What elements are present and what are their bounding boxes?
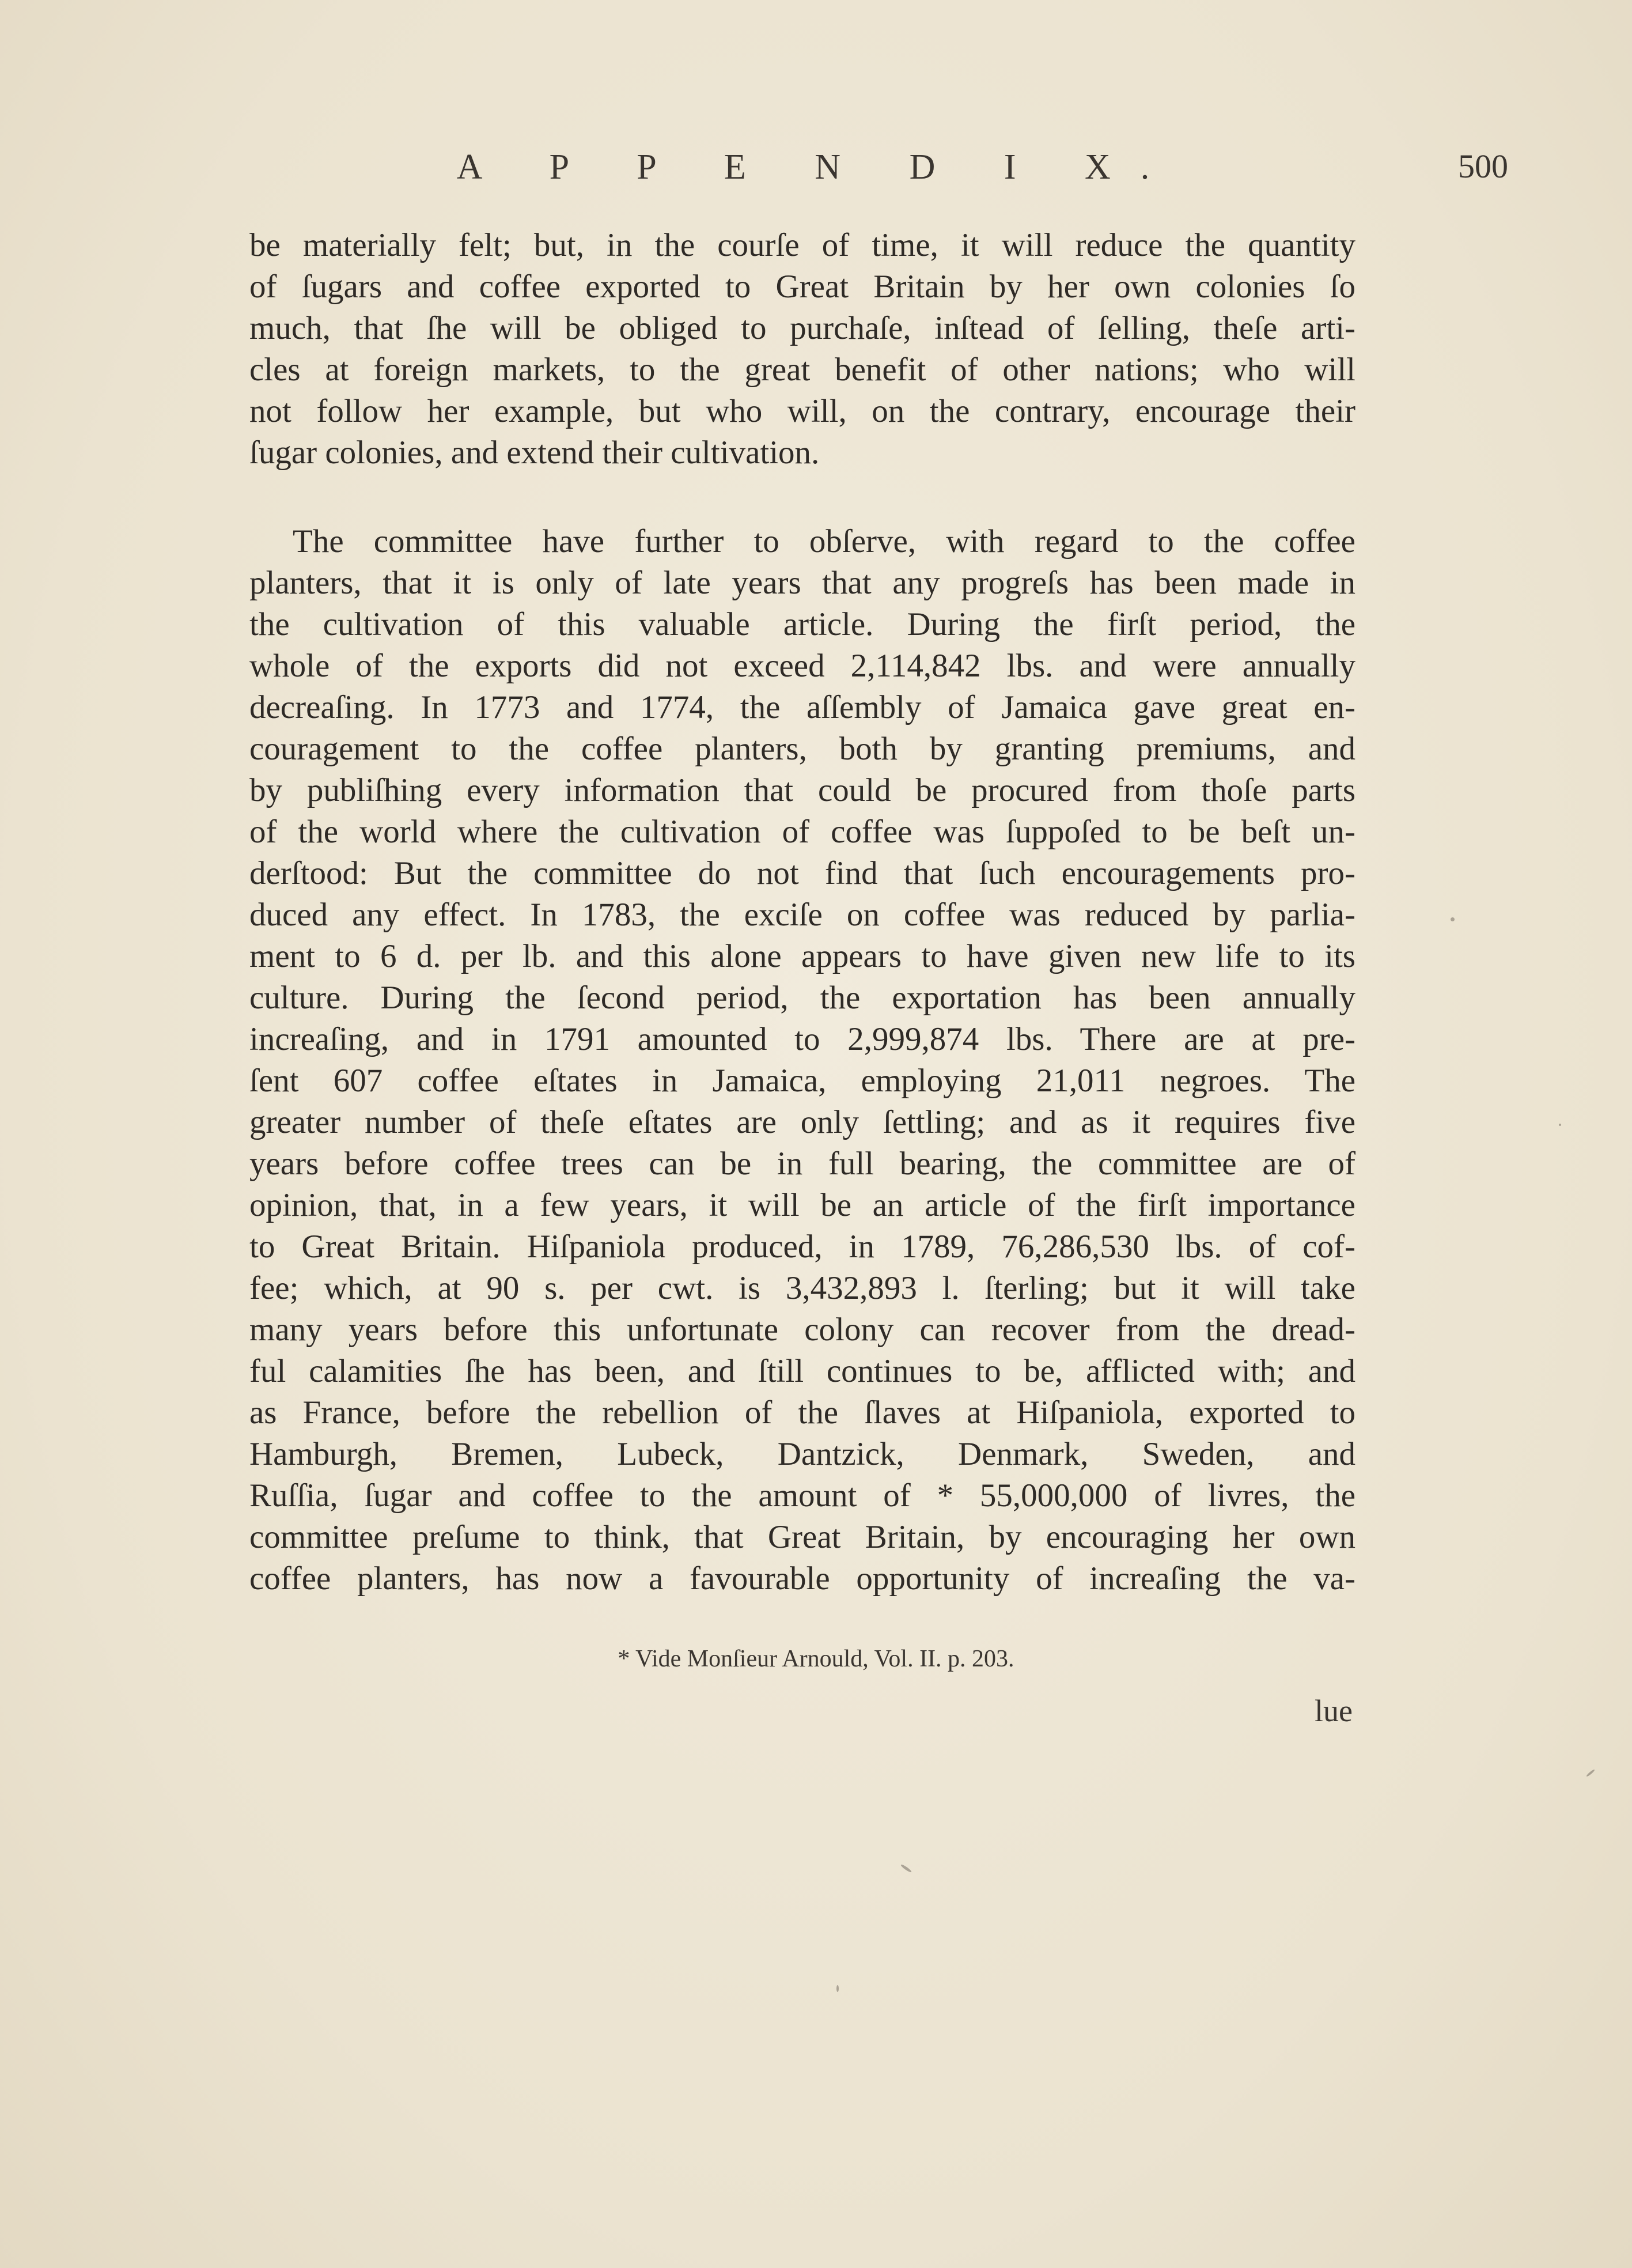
text-line: Ruſſia, ſugar and coffee to the amount of * 55,000,000 of livres, the — [249, 1477, 1355, 1514]
text-line: as France, before the rebellion of the ſlaves at Hiſpaniola, exported to — [249, 1394, 1355, 1431]
text-line: to Great Britain. Hiſpaniola produced, in 1789, 76,286,530 lbs. of cof- — [249, 1228, 1355, 1265]
text-line: couragement to the coffee planters, both by granting premiums, and — [249, 731, 1355, 767]
paper-speck — [836, 1985, 839, 1992]
footnote: * Vide Monſieur Arnould, Vol. II. p. 203. — [618, 1646, 1014, 1672]
paragraph-2 — [249, 521, 1355, 1600]
paragraph-gap — [249, 474, 1355, 521]
text-line: ſent 607 coffee eſtates in Jamaica, employing 21,011 negroes. The — [249, 1063, 1355, 1099]
running-head: A P P E N D I X. — [456, 148, 1180, 187]
page-number: 500 — [1458, 148, 1508, 185]
paragraph-1 — [249, 225, 1355, 474]
text-line: ſugar colonies, and extend their cultivation. — [249, 434, 820, 471]
text-line: many years before this unfortunate colony can recover from the dread- — [249, 1311, 1355, 1348]
text-line: be materially felt; but, in the courſe of time, it will reduce the quantity — [249, 227, 1355, 263]
paper-speck — [1451, 917, 1455, 921]
text-line: The committee have further to obſerve, with regard to the coffee — [293, 523, 1355, 560]
text-line: years before coffee trees can be in full bearing, the committee are of — [249, 1146, 1355, 1182]
text-line: by publiſhing every information that could be procured from thoſe parts — [249, 772, 1355, 808]
text-line: cles at foreign markets, to the great benefit of other nations; who will — [249, 351, 1355, 388]
text-line: committee preſume to think, that Great Britain, by encouraging her own — [249, 1519, 1355, 1555]
text-line: culture. During the ſecond period, the exportation has been annually — [249, 980, 1355, 1016]
text-line: the cultivation of this valuable article. During the firſt period, the — [249, 606, 1355, 642]
text-line: greater number of theſe eſtates are only ſettling; and as it requires five — [249, 1104, 1355, 1140]
body-text — [249, 225, 1355, 1600]
text-line: planters, that it is only of late years that any progreſs has been made in — [249, 565, 1355, 601]
text-line: opinion, that, in a few years, it will be an article of the firſt importance — [249, 1187, 1355, 1223]
paper-speck — [1586, 1769, 1595, 1778]
text-line: Hamburgh, Bremen, Lubeck, Dantzick, Denmark, Sweden, and — [249, 1436, 1355, 1472]
text-line: of the world where the cultivation of coffee was ſuppoſed to be beſt un- — [249, 814, 1355, 850]
text-line: whole of the exports did not exceed 2,114,842 lbs. and were annually — [249, 648, 1355, 684]
text-line: duced any effect. In 1783, the exciſe on coffee was reduced by parlia- — [249, 897, 1355, 933]
text-line: derſtood: But the committee do not find that ſuch encouragements pro- — [249, 855, 1355, 891]
paper-speck — [1559, 1124, 1561, 1126]
text-line: fee; which, at 90 s. per cwt. is 3,432,893 l. ſterling; but it will take — [249, 1270, 1355, 1306]
text-line: decreaſing. In 1773 and 1774, the aſſembly of Jamaica gave great en- — [249, 689, 1355, 725]
text-line: not follow her example, but who will, on the contrary, encourage their — [249, 393, 1355, 429]
text-line: much, that ſhe will be obliged to purchaſe, inſtead of ſelling, theſe arti- — [249, 310, 1355, 346]
text-line: coffee planters, has now a favourable opportunity of increaſing the va- — [249, 1560, 1355, 1597]
text-line: increaſing, and in 1791 amounted to 2,999,874 lbs. There are at pre- — [249, 1021, 1355, 1057]
text-line: ment to 6 d. per lb. and this alone appears to have given new life to its — [249, 938, 1355, 974]
paper-speck — [900, 1863, 912, 1873]
text-line: ful calamities ſhe has been, and ſtill continues to be, afflicted with; and — [249, 1353, 1355, 1389]
text-line: of ſugars and coffee exported to Great Britain by her own colonies ſo — [249, 269, 1355, 305]
catchword: lue — [1315, 1694, 1353, 1728]
